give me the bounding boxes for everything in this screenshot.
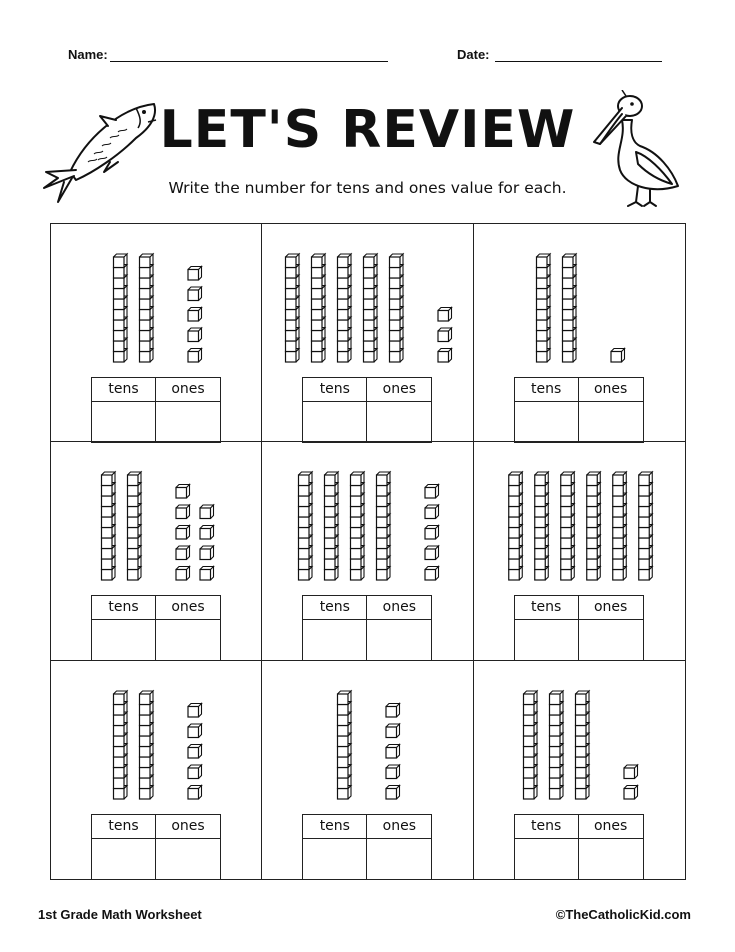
tens-answer-field[interactable] (303, 839, 367, 879)
ones-cube (425, 505, 439, 519)
problem-cell (474, 661, 685, 879)
ones-header: ones (579, 815, 643, 839)
tens-rod-unit (549, 691, 563, 705)
ones-cube (611, 349, 625, 363)
tens-answer-field[interactable] (303, 620, 367, 660)
tens-rod-unit (114, 254, 128, 268)
ones-cube (624, 785, 638, 799)
ones-cube (425, 485, 439, 499)
tens-rod-unit (390, 254, 404, 268)
problem-grid (50, 223, 686, 880)
ones-cube (425, 546, 439, 560)
ones-answer-field[interactable] (156, 620, 220, 660)
tens-rod-unit (140, 254, 154, 268)
tens-rod-unit (536, 254, 550, 268)
ones-cube (188, 328, 202, 342)
ones-cube (188, 785, 202, 799)
answer-box (302, 377, 432, 443)
base-ten-blocks (262, 442, 472, 592)
tens-rod-unit (534, 472, 548, 486)
answer-box (514, 814, 644, 880)
tens-answer-field[interactable] (515, 402, 579, 442)
date-field[interactable] (495, 61, 662, 62)
tens-rod-unit (114, 691, 128, 705)
ones-cube (188, 349, 202, 363)
answer-box (302, 814, 432, 880)
ones-cube (386, 765, 400, 779)
answer-box (91, 814, 221, 880)
ones-cube (200, 505, 214, 519)
tens-answer-field[interactable] (92, 839, 156, 879)
ones-cube (176, 485, 190, 499)
tens-rod-unit (523, 691, 537, 705)
tens-rod-unit (377, 472, 391, 486)
tens-rod-unit (102, 472, 116, 486)
ones-cube (188, 765, 202, 779)
tens-header: tens (515, 378, 579, 402)
answer-box (514, 595, 644, 661)
ones-header: ones (367, 596, 431, 620)
ones-cube (188, 724, 202, 738)
tens-answer-field[interactable] (515, 839, 579, 879)
page-title: LET'S REVIEW (159, 100, 576, 160)
tens-rod-unit (586, 472, 600, 486)
ones-header: ones (367, 378, 431, 402)
problem-cell (51, 224, 262, 442)
ones-answer-field[interactable] (367, 402, 431, 442)
answer-box (302, 595, 432, 661)
ones-cube (200, 567, 214, 581)
ones-header: ones (156, 596, 220, 620)
ones-cube (200, 546, 214, 560)
tens-rod-unit (140, 691, 154, 705)
problem-cell (262, 224, 473, 442)
base-ten-blocks (474, 661, 684, 811)
ones-answer-field[interactable] (579, 839, 643, 879)
base-ten-blocks (474, 224, 684, 374)
ones-cube (425, 567, 439, 581)
footer-copyright: ©TheCatholicKid.com (555, 907, 691, 922)
instructions: Write the number for tens and ones value for each. (168, 179, 567, 197)
tens-header: tens (92, 378, 156, 402)
answer-box (514, 377, 644, 443)
ones-header: ones (367, 815, 431, 839)
ones-cube (188, 744, 202, 758)
tens-header: tens (515, 815, 579, 839)
ones-cube (188, 267, 202, 281)
problem-cell (51, 442, 262, 660)
ones-answer-field[interactable] (579, 620, 643, 660)
tens-rod-unit (128, 472, 142, 486)
tens-rod-unit (364, 254, 378, 268)
problem-cell (474, 442, 685, 660)
ones-answer-field[interactable] (367, 839, 431, 879)
problem-cell (474, 224, 685, 442)
tens-rod-unit (612, 472, 626, 486)
tens-rod-unit (286, 254, 300, 268)
answer-box (91, 377, 221, 443)
base-ten-blocks (262, 661, 472, 811)
tens-header: tens (515, 596, 579, 620)
ones-header: ones (156, 378, 220, 402)
tens-rod-unit (562, 254, 576, 268)
ones-cube (200, 526, 214, 540)
tens-rod-unit (338, 691, 352, 705)
tens-answer-field[interactable] (515, 620, 579, 660)
tens-header: tens (92, 815, 156, 839)
ones-cube (176, 546, 190, 560)
footer-title: 1st Grade Math Worksheet (38, 907, 202, 922)
tens-answer-field[interactable] (303, 402, 367, 442)
ones-cube (386, 724, 400, 738)
ones-cube (188, 287, 202, 301)
base-ten-blocks (262, 224, 472, 374)
ones-cube (176, 526, 190, 540)
tens-rod-unit (508, 472, 522, 486)
tens-rod-unit (312, 254, 326, 268)
ones-cube (438, 308, 452, 322)
base-ten-blocks (51, 442, 261, 592)
tens-answer-field[interactable] (92, 402, 156, 442)
ones-cube (624, 765, 638, 779)
tens-rod-unit (351, 472, 365, 486)
tens-header: tens (303, 815, 367, 839)
tens-rod-unit (560, 472, 574, 486)
answer-box (91, 595, 221, 661)
date-label: Date: (457, 47, 490, 62)
tens-header: tens (303, 378, 367, 402)
ones-cube (386, 785, 400, 799)
ones-cube (386, 744, 400, 758)
tens-rod-unit (325, 472, 339, 486)
tens-rod-unit (299, 472, 313, 486)
ones-header: ones (579, 378, 643, 402)
tens-rod-unit (638, 472, 652, 486)
name-label: Name: (68, 47, 108, 62)
problem-cell (51, 661, 262, 879)
base-ten-blocks (51, 224, 261, 374)
ones-cube (176, 505, 190, 519)
ones-answer-field[interactable] (579, 402, 643, 442)
tens-header: tens (92, 596, 156, 620)
name-field[interactable] (110, 61, 388, 62)
tens-rod-unit (338, 254, 352, 268)
ones-cube (176, 567, 190, 581)
ones-cube (425, 526, 439, 540)
ones-cube (438, 328, 452, 342)
tens-rod-unit (575, 691, 589, 705)
problem-cell (262, 442, 473, 660)
ones-cube (438, 349, 452, 363)
ones-header: ones (156, 815, 220, 839)
ones-cube (188, 703, 202, 717)
ones-header: ones (579, 596, 643, 620)
ones-answer-field[interactable] (367, 620, 431, 660)
ones-cube (386, 703, 400, 717)
base-ten-blocks (51, 661, 261, 811)
tens-header: tens (303, 596, 367, 620)
ones-answer-field[interactable] (156, 839, 220, 879)
ones-cube (188, 308, 202, 322)
ones-answer-field[interactable] (156, 402, 220, 442)
problem-cell (262, 661, 473, 879)
tens-answer-field[interactable] (92, 620, 156, 660)
base-ten-blocks (474, 442, 684, 592)
